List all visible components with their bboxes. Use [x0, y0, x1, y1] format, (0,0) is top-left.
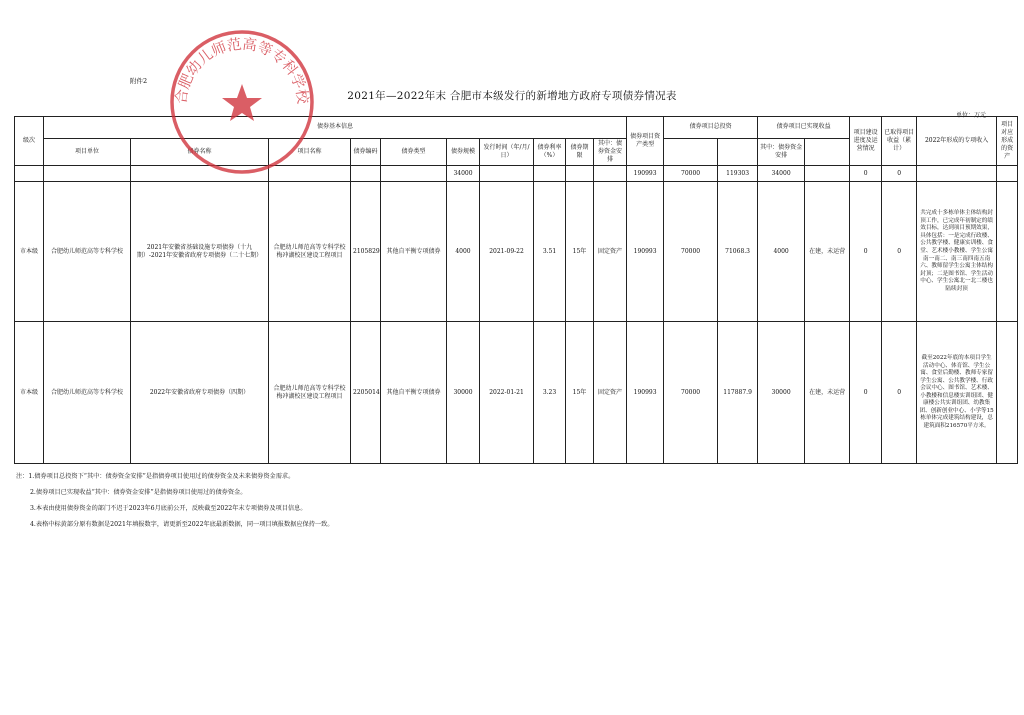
row-income-2022: 0 [882, 182, 917, 322]
header-bond-scale: 债券规模 [447, 139, 480, 166]
header-assets: 项目对应形成的资产 [997, 117, 1018, 166]
row-project-unit: 合肥幼儿师范高等专科学校 [44, 182, 131, 322]
row-interest-rate: 3.51 [534, 182, 566, 322]
row-issue-time: 2022-01-21 [480, 322, 534, 464]
row-progress: 在建，未运营 [805, 322, 850, 464]
row-term: 15年 [566, 322, 594, 464]
header-row-1 [15, 117, 1018, 139]
header-total-investment-sub [664, 139, 718, 166]
row-bond-type: 其他自平衡专项债券 [381, 322, 447, 464]
row-level: 市本级 [15, 322, 44, 464]
unit-label: 单位：万元 [956, 112, 987, 119]
summary-income-2022: 0 [882, 166, 917, 182]
header-bond-code: 债券编码 [351, 139, 381, 166]
header-bond-type: 债券类型 [381, 139, 447, 166]
header-cumulative-income: 已取得项目收益（累计） [882, 117, 917, 166]
summary-row [15, 166, 1018, 182]
row-assets: 截至2022年底的本项目学生活动中心、体育馆、学生公寓、食堂后勤楼、教师专家留学生公寓、公共教学楼、行政会议中心、图书馆、艺术楼、小教楼和信息楼实训组团、健康楼公共实训组团、幼教集团、创新创业中心、小学等15栋单体完成建筑结构建设，总建筑面积216570平方米。 [917, 322, 997, 464]
row-asset-type: 固定资产 [594, 182, 627, 322]
row-project-name: 合肥幼儿师范高等专科学校梅冲湖校区建设工程项目 [269, 322, 351, 464]
header-of-which-bond-funds-2: 其中：债券资金安排 [758, 139, 805, 166]
row-bond-code: 2205014 [351, 322, 381, 464]
row-bond-scale: 4000 [447, 182, 480, 322]
header-progress: 项目建设进度及运营情况 [850, 117, 882, 166]
row-total-investment: 190993 [627, 322, 664, 464]
row-bond-name: 2022年安徽省政府专项债券（四期） [131, 322, 269, 464]
row-of-which-bond-funds-2: 4000 [758, 182, 805, 322]
row-project-name: 合肥幼儿师范高等专科学校梅冲湖校区建设工程项目 [269, 182, 351, 322]
summary-realized-income: 119303 [718, 166, 758, 182]
footnote-3: 3.本表由使用债券资金的部门不迟于2023年6月底前公开，反映截至2022年末专项债券及项目信息。 [30, 505, 307, 512]
header-income-2022: 2022年形成的专项收入 [917, 117, 997, 166]
row-realized-income: 117887.9 [718, 322, 758, 464]
header-realized-income-sub [718, 139, 758, 166]
header-bond-basic-info: 债券基本信息 [44, 117, 627, 139]
page-title: 2021年—2022年末 合肥市本级发行的新增地方政府专项债券情况表 [347, 90, 677, 102]
header-interest-rate: 债券利率（%） [534, 139, 566, 166]
footnote-4: 4.表格中标黄部分原有数据是2021年填报数字，请更新至2022年底最新数据，同一项目填报数据应保持一致。 [30, 521, 334, 528]
header-total-investment: 债券项目总投资 [664, 117, 758, 139]
row-income-2022: 0 [882, 322, 917, 464]
footnote-2: 2.债券项目已实现收益“其中：债券资金安排”是指债券项目使用过的债券资金。 [30, 489, 247, 496]
summary-of-which-bond-funds-2: 34000 [758, 166, 805, 182]
row-bond-scale: 30000 [447, 322, 480, 464]
row-cumulative-income: 0 [850, 182, 882, 322]
summary-cumulative-income: 0 [850, 166, 882, 182]
attachment-label: 附件2 [130, 77, 148, 85]
table-row [15, 322, 1018, 464]
row-of-which-bond-funds: 70000 [664, 182, 718, 322]
header-realized-income: 债券项目已实现收益 [758, 117, 850, 139]
summary-bond-scale: 34000 [447, 166, 480, 182]
row-remarks [997, 182, 1018, 322]
header-project-unit: 项目单位 [44, 139, 131, 166]
row-total-investment: 190993 [627, 182, 664, 322]
row-interest-rate: 3.23 [534, 322, 566, 464]
summary-total-investment: 190993 [627, 166, 664, 182]
row-of-which-bond-funds-2: 30000 [758, 322, 805, 464]
row-assets: 共完成十多栋单体主体结构封顶工作，已完成年初制定的绩效目标，达到项目预期效果，具体包括：一是完成行政楼、公共教学楼、健康实训楼、食堂、艺术楼小教楼、学生公寓南一南二、南三南四南五南六、教师留学生公寓主体结构封顶；二是图书馆、学生活动中心、学生公寓北一北二楼也陆续封顶 [917, 182, 997, 322]
footnote-1: 注：1.债券项目总投资下“其中：债券资金安排”是指债券项目使用过的债券资金及未来债券资金需求。 [16, 473, 295, 480]
header-level: 级次 [15, 117, 44, 166]
header-bond-name: 债券名称 [131, 139, 269, 166]
row-of-which-bond-funds: 70000 [664, 322, 718, 464]
row-bond-code: 2105829 [351, 182, 381, 322]
table-row [15, 182, 1018, 322]
header-asset-type: 债券项目资产类型 [627, 117, 664, 166]
row-asset-type: 固定资产 [594, 322, 627, 464]
row-remarks [997, 322, 1018, 464]
header-term: 债券期限 [566, 139, 594, 166]
row-project-unit: 合肥幼儿师范高等专科学校 [44, 322, 131, 464]
bond-table [14, 116, 1018, 464]
summary-of-which-bond-funds: 70000 [664, 166, 718, 182]
footnotes [16, 469, 333, 533]
header-project-name: 项目名称 [269, 139, 351, 166]
header-of-which-bond-funds: 其中：债券资金安排 [594, 139, 627, 166]
row-progress: 在建，未运营 [805, 182, 850, 322]
seal-text: 合肥幼儿师范高等专科学校 [173, 36, 311, 105]
row-level: 市本级 [15, 182, 44, 322]
header-issue-time: 发行时间（年/月/日） [480, 139, 534, 166]
row-term: 15年 [566, 182, 594, 322]
row-cumulative-income: 0 [850, 322, 882, 464]
row-issue-time: 2021-09-22 [480, 182, 534, 322]
row-bond-type: 其他自平衡专项债券 [381, 182, 447, 322]
row-bond-name: 2021年安徽省基础设施专项债券（十九期）-2021年安徽省政府专项债券（二十七期） [131, 182, 269, 322]
row-realized-income: 71068.3 [718, 182, 758, 322]
